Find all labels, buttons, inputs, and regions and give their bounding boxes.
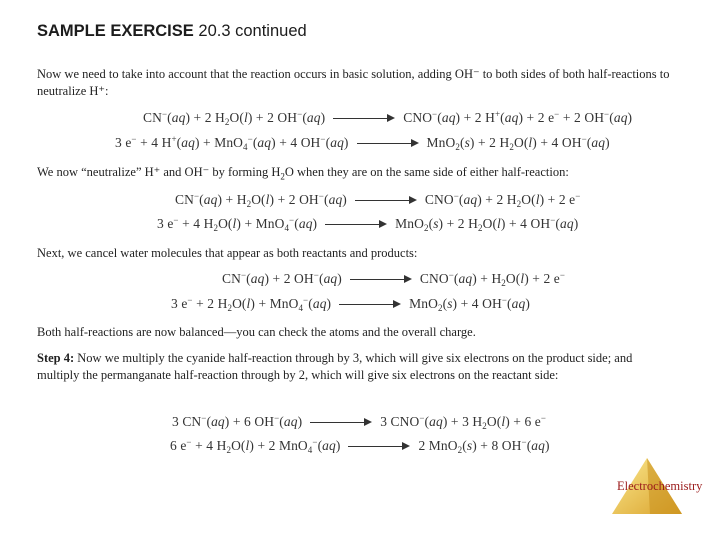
equation-1b: 3 e− + 4 H+(aq) + MnO$_4$−(aq) + 4 OH−(aq) MnO$_2$(s) + 2 $H_2O(l) + 4$ OH−(aq) <box>115 134 610 152</box>
footer-label: Electrochemistry <box>617 479 703 493</box>
title-rest: continued <box>235 22 307 40</box>
equation-4a: 3 CN−(aq) + 6 OH−(aq) 3 CNO−(aq) + 3 $H_2O(l) + 6$ e− <box>172 413 547 431</box>
equation-3a: CN−(aq) + 2 OH−(aq) $CNO^-(aq) + H_2O(l) + 2$ e− <box>222 270 566 288</box>
paragraph-1: Now we need to take into account that the reaction occurs in basic solution, adding OH⁻ to both sides of both half-reactions to neutralize H⁺: <box>37 67 670 98</box>
paragraph-3: Next, we cancel water molecules that appear as both reactants and products: <box>37 246 418 260</box>
paragraph-2-sub: 2 <box>280 171 285 182</box>
equation-3b: 3 e− + 2 $H_2O(l) + MnO_4^-(aq) MnO_2(s) + 4$ OH−(aq) <box>171 295 530 313</box>
paragraph-2-before: We now “neutralize” H⁺ and OH⁻ by forming H <box>37 165 281 179</box>
equation-2a: $CN^-(aq) + H_2O(l) + 2$ OH−(aq) CNO−(aq) + 2 $H_2O(l) + 2$ e− <box>175 191 581 209</box>
title-bold: SAMPLE EXERCISE <box>37 22 194 40</box>
slide-title <box>37 22 307 41</box>
title-number: 20.3 <box>198 22 231 40</box>
equation-4b: 6 e− + 4 $H_2O(l) + 2$ MnO$_4$−(aq) 2 MnO$_2$(s) + 8 OH−(aq) <box>170 437 550 455</box>
step-text: Now we multiply the cyanide half-reaction through by 3, which will give six electrons on the product side; and multiply the permanganate half-reaction through by 2, which will give six electrons on the reactant side: <box>37 351 633 382</box>
equation-1a: CN−(aq) + 2 $H_2O(l) + 2$ OH−(aq) CNO−(aq) + 2 H+(aq) + 2 e− + 2 OH−(aq) <box>143 109 633 127</box>
paragraph-4: Both half-reactions are now balanced—you can check the atoms and the overall charge. <box>37 325 476 339</box>
paragraph-2-after: O when they are on the same side of either half-reaction: <box>284 165 569 179</box>
equation-2b: 3 e− + 4 $H_2O(l) + MnO_4^-(aq) MnO_2(s) + 2$ $H_2O(l) + 4$ OH−(aq) <box>157 215 579 233</box>
paragraph-2 <box>37 164 677 186</box>
paragraph-5 <box>37 350 677 384</box>
step-label: Step 4: <box>37 351 75 365</box>
